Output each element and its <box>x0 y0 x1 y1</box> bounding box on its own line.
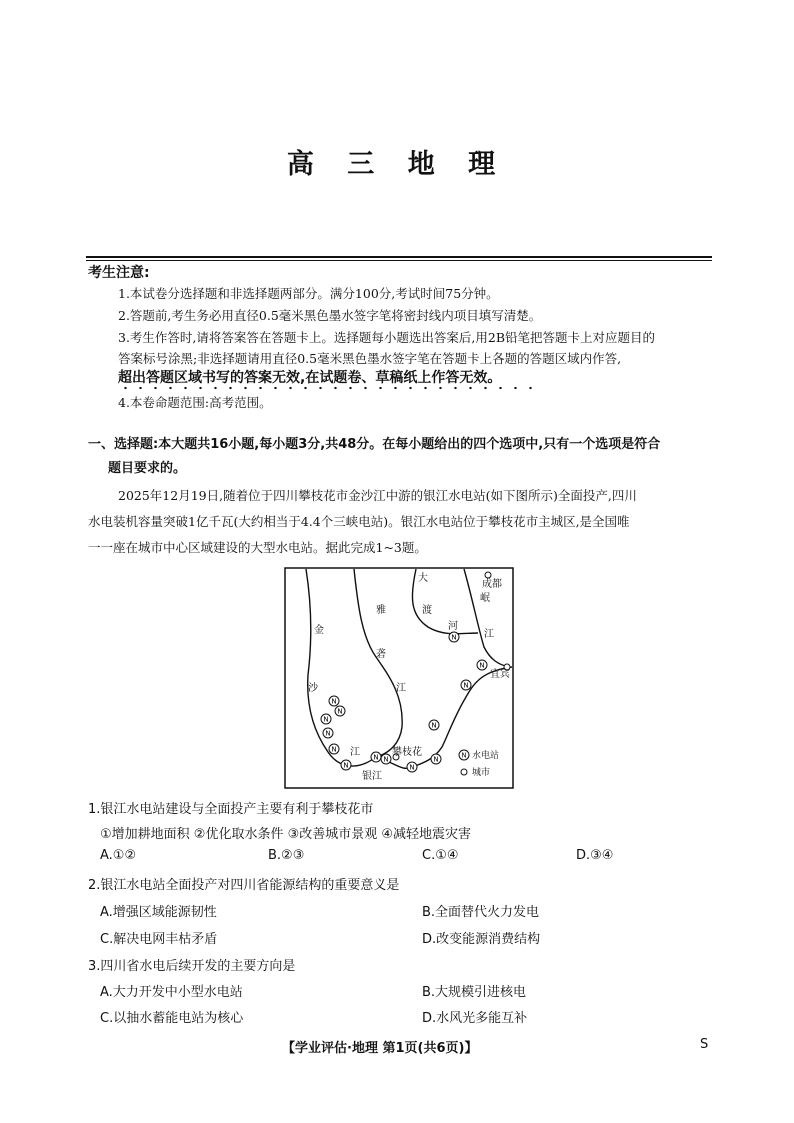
passage-line-1: 2025年12月19日,随着位于四川攀枝花市金沙江中游的银江水电站(如下图所示)全面投产,四川 <box>118 488 637 503</box>
label-du: 渡 <box>422 605 432 616</box>
svg-text:N: N <box>331 745 337 754</box>
page-footer: 【学业评估·地理 第1页(共6页)】 <box>282 1041 478 1056</box>
q2-option-c: C.解决电网丰枯矛盾 <box>100 932 218 947</box>
q1-option-b: B.②③ <box>268 848 305 863</box>
q2-stem: 2.银江水电站全面投产对四川省能源结构的重要意义是 <box>88 878 400 893</box>
svg-text:N: N <box>431 721 437 730</box>
header-rule <box>86 256 712 258</box>
label-da: 大 <box>418 573 428 584</box>
passage-line-2: 水电装机容量突破1亿千瓦(大约相当于4.4个三峡电站)。银江水电站位于攀枝花市主城区,是全国唯 <box>88 514 630 529</box>
svg-text:N: N <box>331 697 337 706</box>
label-ya: 雅 <box>376 605 386 616</box>
q1-option-d: D.③④ <box>576 848 614 863</box>
q3-option-d: D.水风光多能互补 <box>422 1011 528 1026</box>
label-jin: 金 <box>314 625 324 636</box>
label-yinjiang: 银江 <box>362 771 382 782</box>
label-he: 河 <box>448 621 458 632</box>
q2-option-a: A.增强区域能源韧性 <box>100 905 217 920</box>
label-jiang-1: 江 <box>350 747 360 758</box>
notice-line-2: 2.答题前,考生务必用直径0.5毫米黑色墨水签字笔将密封线内项目填写清楚。 <box>118 308 542 323</box>
jinsha-river-upper <box>306 569 379 766</box>
label-yibin: 宜宾 <box>490 669 510 680</box>
label-chengdu: 成都 <box>482 579 502 590</box>
legend-station: 水电站 <box>472 751 500 761</box>
notice-line-3b: 答案标号涂黑;非选择题请用直径0.5毫米黑色墨水签字笔在答题卡上各题的答题区域内作答, <box>118 351 622 366</box>
notice-line-1: 1.本试卷分选择题和非选择题两部分。满分100分,考试时间75分钟。 <box>118 286 499 301</box>
q1-option-a: A.①② <box>100 848 137 863</box>
hydropower-map <box>284 567 514 789</box>
label-sha: 沙 <box>308 683 318 694</box>
svg-text:N: N <box>373 753 379 762</box>
q2-option-d: D.改变能源消费结构 <box>422 932 541 947</box>
q2-option-b: B.全面替代火力发电 <box>422 905 540 920</box>
label-min: 岷 <box>480 593 490 604</box>
notice-line-3a: 3.考生作答时,请将答案答在答题卡上。选择题每小题选出答案后,用2B铅笔把答题卡上对应题目的 <box>118 330 656 345</box>
svg-text:N: N <box>479 661 485 670</box>
q3-option-c: C.以抽水蓄能电站为核心 <box>100 1011 244 1026</box>
svg-text:N: N <box>383 755 389 764</box>
notice-line-3c: 超出答题区域书写的答案无效,在试题卷、草稿纸上作答无效。 <box>118 370 502 386</box>
q1-stem: 1.银江水电站建设与全面投产主要有利于攀枝花市 <box>88 802 374 817</box>
q1-option-c: C.①④ <box>422 848 459 863</box>
section-instruction-2: 题目要求的。 <box>108 461 187 476</box>
svg-text:N: N <box>451 633 457 642</box>
label-jiang-2: 江 <box>396 683 406 694</box>
q3-option-b: B.大规模引进核电 <box>422 985 527 1000</box>
q1-items: ①增加耕地面积 ②优化取水条件 ③改善城市景观 ④减轻地震灾害 <box>100 827 472 842</box>
yalong-river <box>354 569 402 757</box>
svg-text:N: N <box>325 729 331 738</box>
section-instruction-1: 一、选择题:本大题共16小题,每小题3分,共48分。在每小题给出的四个选项中,只有一个选项是符合 <box>88 437 661 452</box>
svg-text:N: N <box>409 763 415 772</box>
passage-line-3: 一一座在城市中心区域建设的大型水电站。据此完成1~3题。 <box>88 540 427 555</box>
notice-heading: 考生注意: <box>88 265 150 281</box>
emphasis-dots <box>118 386 538 390</box>
svg-text:N: N <box>463 681 469 690</box>
header-rule-thin <box>86 260 712 261</box>
legend-city: 城市 <box>472 768 491 778</box>
q3-stem: 3.四川省水电后续开发的主要方向是 <box>88 959 296 974</box>
version-mark: S <box>700 1037 709 1052</box>
notice-line-4: 4.本卷命题范围:高考范围。 <box>118 395 272 410</box>
svg-text:N: N <box>461 751 467 760</box>
city-icon <box>393 572 510 760</box>
svg-text:N: N <box>343 761 349 770</box>
label-panzhihua: 攀枝花 <box>392 747 422 758</box>
q3-option-a: A.大力开发中小型水电站 <box>100 985 243 1000</box>
label-long: 砻 <box>376 649 386 660</box>
label-jiang-3: 江 <box>484 629 494 640</box>
map-legend <box>459 749 499 778</box>
svg-text:N: N <box>323 715 329 724</box>
svg-text:N: N <box>433 755 439 764</box>
page-title: 高 三 地 理 <box>286 149 508 180</box>
svg-text:N: N <box>337 707 343 716</box>
